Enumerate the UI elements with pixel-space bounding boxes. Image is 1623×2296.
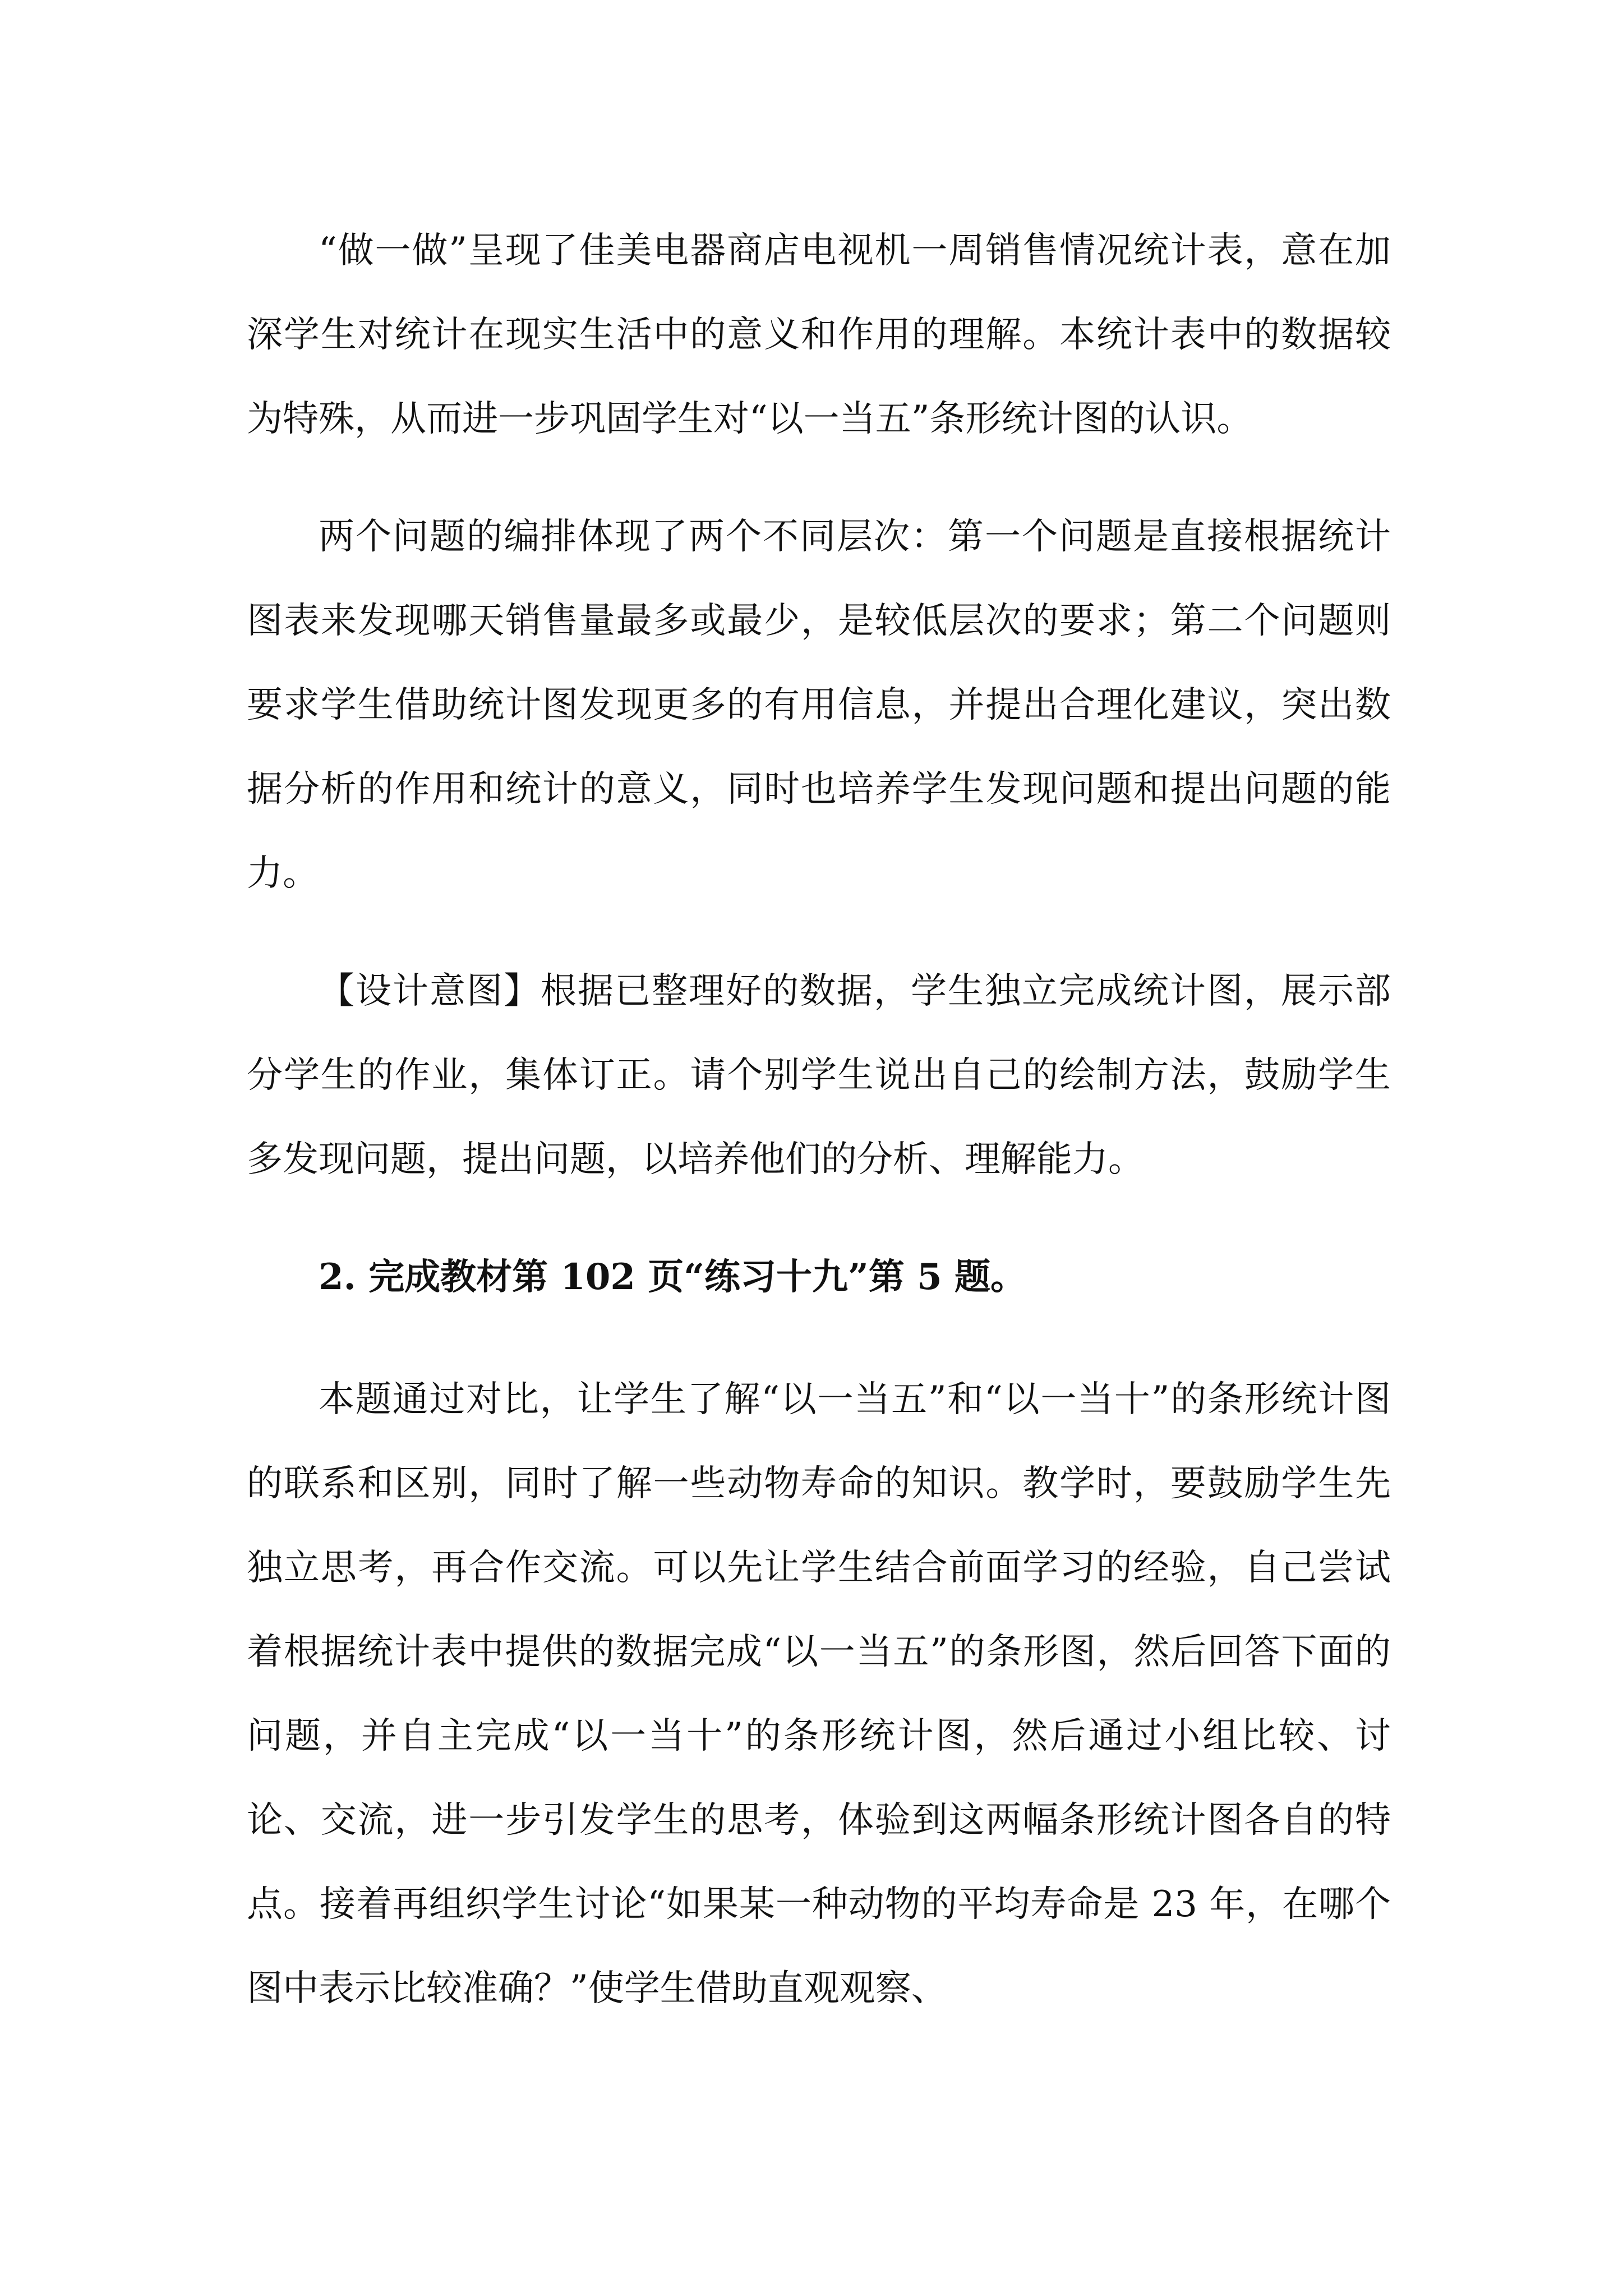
paragraph-design-intent: 【设计意图】根据已整理好的数据，学生独立完成统计图，展示部分学生的作业，集体订正。请个别学生说出自己的绘制方法，鼓励学生多发现问题，提出问题，以培养他们的分析、理解能力。	[247, 970, 1391, 1180]
paragraph-comparison: 本题通过对比，让学生了解“以一当五”和“以一当十”的条形统计图的联系和区别，同时了解一些动物寿命的知识。教学时，要鼓励学生先独立思考，再合作交流。可以先让学生结合前面学习的经验，自己尝试着根据统计表中提供的数据完成“以一当五”的条形图，然后回答下面的问题，并自主完成“以一当十”的条形统计图，然后通过小组比较、讨论、交流，进一步引发学生的思考，体验到这两幅条形统计图各自的特点。接着再组织学生讨论“如果某一种动物的平均寿命是 23 年，在哪个图中表示比较准确？”使学生借助直观观察、	[247, 1379, 1391, 2009]
document-body	[247, 209, 1391, 2031]
paragraph-tv-sales-intro: “做一做”呈现了佳美电器商店电视机一周销售情况统计表，意在加深学生对统计在现实生活中的意义和作用的理解。本统计表中的数据较为特殊，从而进一步巩固学生对“以一当五”条形统计图的认识。	[247, 230, 1391, 440]
exercise-heading: 2. 完成教材第 102 页“练习十九”第 5 题。	[319, 1256, 1026, 1298]
paragraph-two-questions: 两个问题的编排体现了两个不同层次：第一个问题是直接根据统计图表来发现哪天销售量最多或最少，是较低层次的要求；第二个问题则要求学生借助统计图发现更多的有用信息，并提出合理化建议，突出数据分析的作用和统计的意义，同时也培养学生发现问题和提出问题的能力。	[247, 516, 1391, 894]
